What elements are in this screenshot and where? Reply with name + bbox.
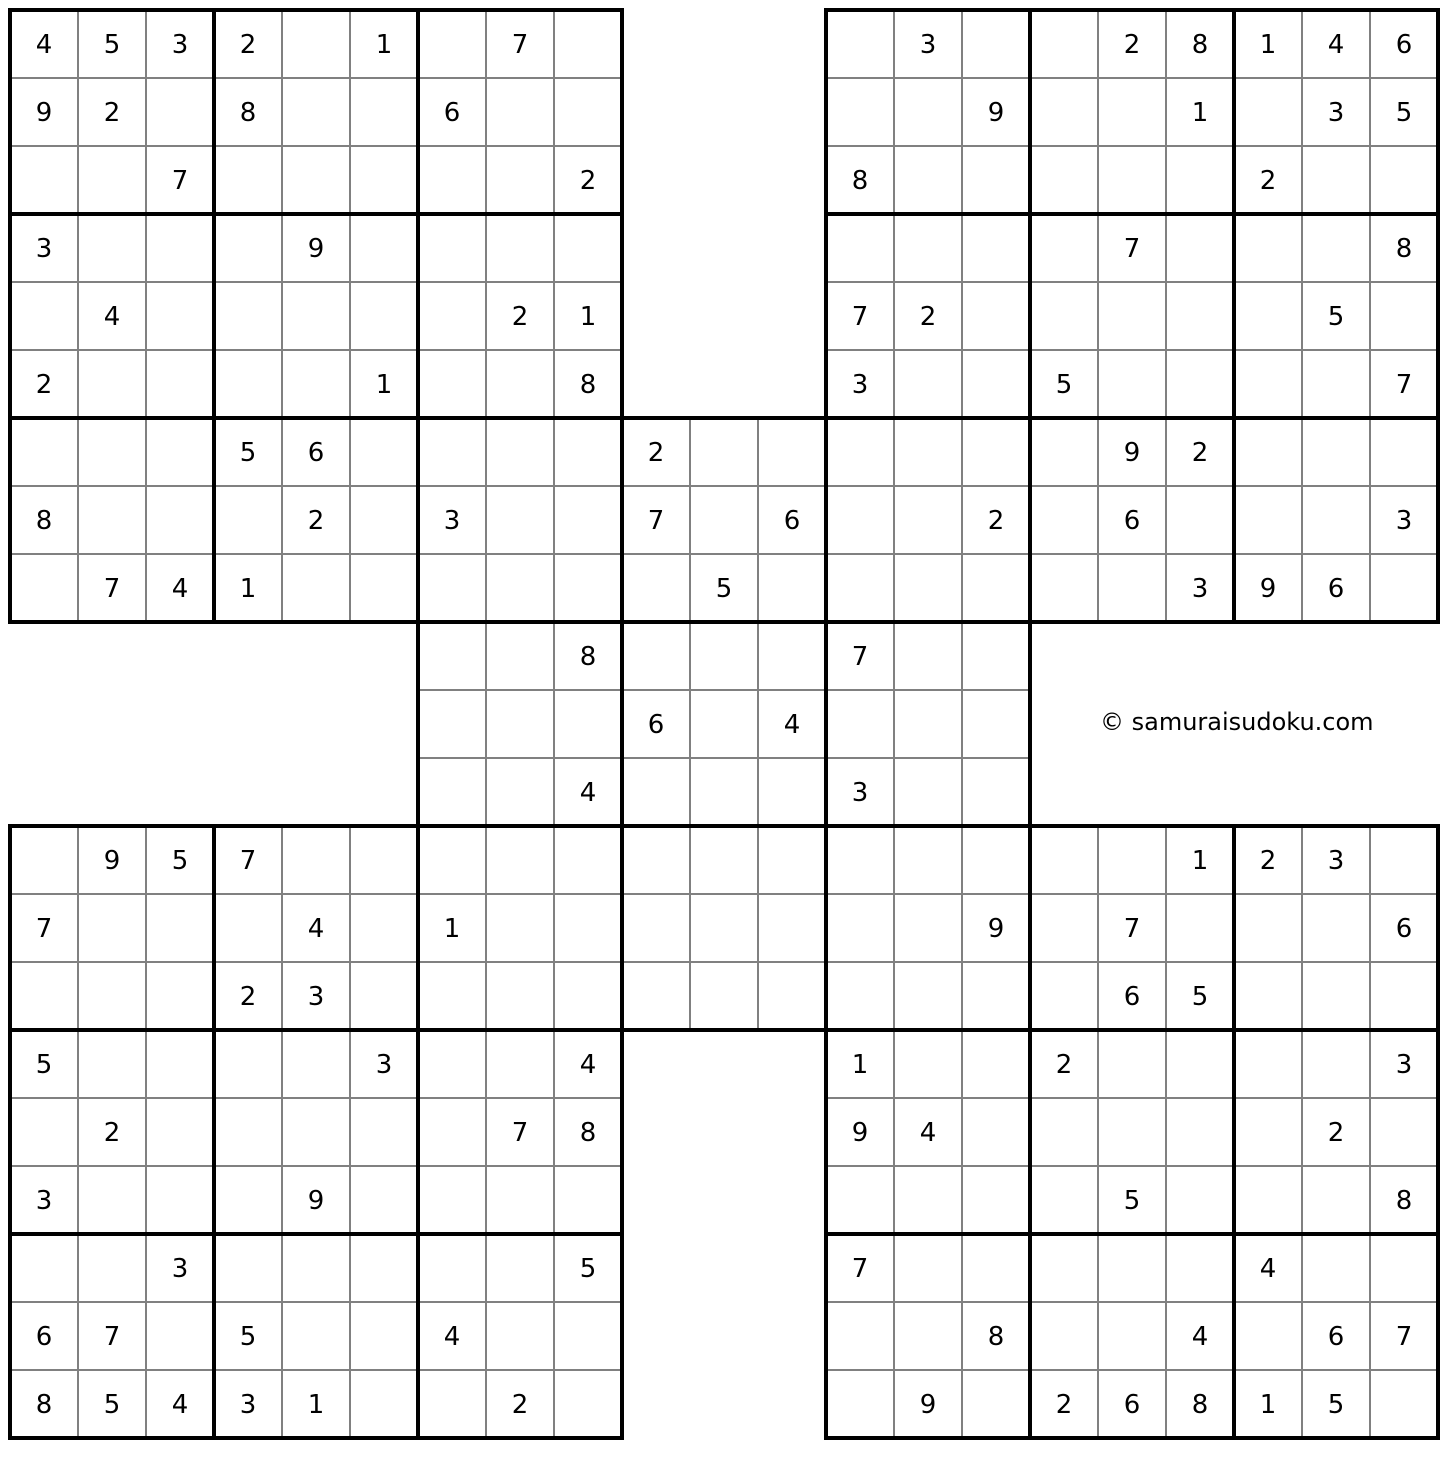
bottom-right-cell-digit: 1 xyxy=(1259,1390,1277,1420)
top-left-cell-digit: 2 xyxy=(239,30,257,60)
top-left-cell-digit: 6 xyxy=(307,438,325,468)
bottom-left-cell-digit: 4 xyxy=(171,1390,189,1420)
bottom-left-cell-digit: 5 xyxy=(171,846,189,876)
top-right-cell-digit: 4 xyxy=(1327,30,1345,60)
bottom-right-cell-digit: 2 xyxy=(1259,846,1277,876)
bottom-right-cell-digit: 2 xyxy=(1055,1390,1073,1420)
top-left-cell-digit: 3 xyxy=(35,234,53,264)
top-right-cell-digit: 5 xyxy=(1395,98,1413,128)
copyright-text: © samuraisudoku.com xyxy=(1100,708,1374,736)
bottom-left-cell-digit: 1 xyxy=(307,1390,325,1420)
bottom-right-cell-digit: 4 xyxy=(1259,1254,1277,1284)
center-cell-digit: 4 xyxy=(783,710,801,740)
bottom-right-cell-digit: 7 xyxy=(1395,1322,1413,1352)
top-right-cell-digit: 8 xyxy=(851,166,869,196)
top-left-cell-digit: 4 xyxy=(171,574,189,604)
bottom-left-cell-digit: 5 xyxy=(239,1322,257,1352)
top-left-cell-digit: 7 xyxy=(511,30,529,60)
bottom-right-cell-digit: 9 xyxy=(851,1118,869,1148)
bottom-right-cell-digit: 9 xyxy=(919,1390,937,1420)
bottom-left-cell-digit: 4 xyxy=(443,1322,461,1352)
top-right-cell-digit: 2 xyxy=(919,302,937,332)
center-cell-digit: 3 xyxy=(851,778,869,808)
bottom-right-cell-digit: 5 xyxy=(1191,982,1209,1012)
center-cell-digit: 6 xyxy=(647,710,665,740)
top-right-cell-digit: 9 xyxy=(1259,574,1277,604)
bottom-left-cell-digit: 9 xyxy=(103,846,121,876)
top-right-cell-digit: 2 xyxy=(1259,166,1277,196)
bottom-left-cell-digit: 4 xyxy=(579,1050,597,1080)
bottom-right-cell-digit: 9 xyxy=(987,914,1005,944)
bottom-left-cell-digit: 5 xyxy=(35,1050,53,1080)
bottom-right-cell-digit: 6 xyxy=(1123,1390,1141,1420)
top-left-cell-digit: 4 xyxy=(103,302,121,332)
bottom-left-cell-digit: 7 xyxy=(239,846,257,876)
top-left-cell-digit: 9 xyxy=(35,98,53,128)
top-right-cell-digit: 3 xyxy=(1395,506,1413,536)
top-left-cell-digit: 4 xyxy=(35,30,53,60)
bottom-right-cell-digit: 1 xyxy=(851,1050,869,1080)
top-right-cell-digit: 8 xyxy=(1191,30,1209,60)
bottom-left-cell-digit: 3 xyxy=(239,1390,257,1420)
center-cell-digit: 4 xyxy=(579,778,597,808)
bottom-left-cell-digit: 4 xyxy=(307,914,325,944)
top-left-cell-digit: 1 xyxy=(579,302,597,332)
top-right-cell-digit: 9 xyxy=(987,98,1005,128)
top-left-cell-digit: 8 xyxy=(35,506,53,536)
top-left-cell-digit: 2 xyxy=(307,506,325,536)
top-right-cell-digit: 7 xyxy=(851,302,869,332)
center-cell-digit: 6 xyxy=(783,506,801,536)
top-right-cell-digit: 9 xyxy=(1123,438,1141,468)
bottom-right-cell-digit: 2 xyxy=(1055,1050,1073,1080)
top-left-cell-digit: 3 xyxy=(171,30,189,60)
bottom-right-cell-digit: 4 xyxy=(1191,1322,1209,1352)
bottom-right-cell-digit: 5 xyxy=(1327,1390,1345,1420)
bottom-left-cell-digit: 8 xyxy=(579,1118,597,1148)
top-right-cell-digit: 1 xyxy=(1191,98,1209,128)
bottom-right-cell-digit: 8 xyxy=(1191,1390,1209,1420)
bottom-right-cell-digit: 8 xyxy=(1395,1186,1413,1216)
top-right-cell-digit: 7 xyxy=(1123,234,1141,264)
top-left-cell-digit: 3 xyxy=(443,506,461,536)
top-left-cell-digit: 2 xyxy=(103,98,121,128)
bottom-left-cell-digit: 3 xyxy=(307,982,325,1012)
top-right-cell-digit: 2 xyxy=(987,506,1005,536)
top-right-cell-digit: 3 xyxy=(1191,574,1209,604)
top-left-cell-digit: 1 xyxy=(375,30,393,60)
center-cell-digit: 7 xyxy=(647,506,665,536)
bottom-left-cell-digit: 3 xyxy=(375,1050,393,1080)
bottom-left-cell-digit: 3 xyxy=(35,1186,53,1216)
top-left-cell-digit: 9 xyxy=(307,234,325,264)
bottom-left-cell-digit: 1 xyxy=(443,914,461,944)
top-right-cell-digit: 5 xyxy=(1055,370,1073,400)
top-right-cell-digit: 3 xyxy=(1327,98,1345,128)
top-left-cell-digit: 1 xyxy=(239,574,257,604)
bottom-left-cell-digit: 7 xyxy=(35,914,53,944)
top-right-cell-digit: 8 xyxy=(1395,234,1413,264)
top-left-cell-digit: 8 xyxy=(579,370,597,400)
bottom-left-cell-digit: 2 xyxy=(511,1390,529,1420)
center-cell-digit: 8 xyxy=(579,642,597,672)
bottom-right-cell-digit: 7 xyxy=(1123,914,1141,944)
top-right-cell-digit: 6 xyxy=(1395,30,1413,60)
top-right-cell-digit: 7 xyxy=(1395,370,1413,400)
top-left-cell-digit: 6 xyxy=(443,98,461,128)
bottom-left-cell-digit: 8 xyxy=(35,1390,53,1420)
top-right-cell-digit: 2 xyxy=(1191,438,1209,468)
bottom-right-cell-digit: 6 xyxy=(1327,1322,1345,1352)
top-left-cell-digit: 5 xyxy=(239,438,257,468)
top-left-cell-digit: 1 xyxy=(375,370,393,400)
top-left-cell-digit: 5 xyxy=(103,30,121,60)
bottom-right-cell-digit: 8 xyxy=(987,1322,1005,1352)
bottom-left-cell-digit: 9 xyxy=(307,1186,325,1216)
bottom-left-cell-digit: 3 xyxy=(171,1254,189,1284)
bottom-right-cell-digit: 3 xyxy=(1395,1050,1413,1080)
bottom-right-cell-digit: 7 xyxy=(851,1254,869,1284)
top-right-cell-digit: 3 xyxy=(919,30,937,60)
bottom-left-cell-digit: 2 xyxy=(239,982,257,1012)
top-left-cell-digit: 7 xyxy=(103,574,121,604)
bottom-right-cell-digit: 4 xyxy=(919,1118,937,1148)
top-right-cell-digit: 6 xyxy=(1327,574,1345,604)
top-left-cell-digit: 8 xyxy=(239,98,257,128)
bottom-left-cell-digit: 6 xyxy=(35,1322,53,1352)
bottom-right-cell-digit: 2 xyxy=(1327,1118,1345,1148)
top-right-cell-digit: 6 xyxy=(1123,506,1141,536)
top-left-cell-digit: 2 xyxy=(511,302,529,332)
bottom-right-cell-digit: 3 xyxy=(1327,846,1345,876)
bottom-right-cell-digit: 1 xyxy=(1191,846,1209,876)
bottom-left-cell-digit: 5 xyxy=(103,1390,121,1420)
top-right-cell-digit: 2 xyxy=(1123,30,1141,60)
bottom-left-cell-digit: 7 xyxy=(103,1322,121,1352)
top-right-cell-digit: 3 xyxy=(851,370,869,400)
top-left-cell-digit: 2 xyxy=(579,166,597,196)
bottom-right-cell-digit: 5 xyxy=(1123,1186,1141,1216)
top-right-cell-digit: 1 xyxy=(1259,30,1277,60)
bottom-right-cell-digit: 6 xyxy=(1395,914,1413,944)
center-cell-digit: 7 xyxy=(851,642,869,672)
top-left-cell-digit: 7 xyxy=(171,166,189,196)
bottom-left-cell-digit: 5 xyxy=(579,1254,597,1284)
bottom-left-cell-digit: 7 xyxy=(511,1118,529,1148)
top-right-cell-digit: 5 xyxy=(1327,302,1345,332)
center-cell-digit: 2 xyxy=(647,438,665,468)
bottom-right-cell-digit: 6 xyxy=(1123,982,1141,1012)
center-cell-digit: 5 xyxy=(715,574,733,604)
bottom-left-cell-digit: 2 xyxy=(103,1118,121,1148)
top-left-cell-digit: 2 xyxy=(35,370,53,400)
